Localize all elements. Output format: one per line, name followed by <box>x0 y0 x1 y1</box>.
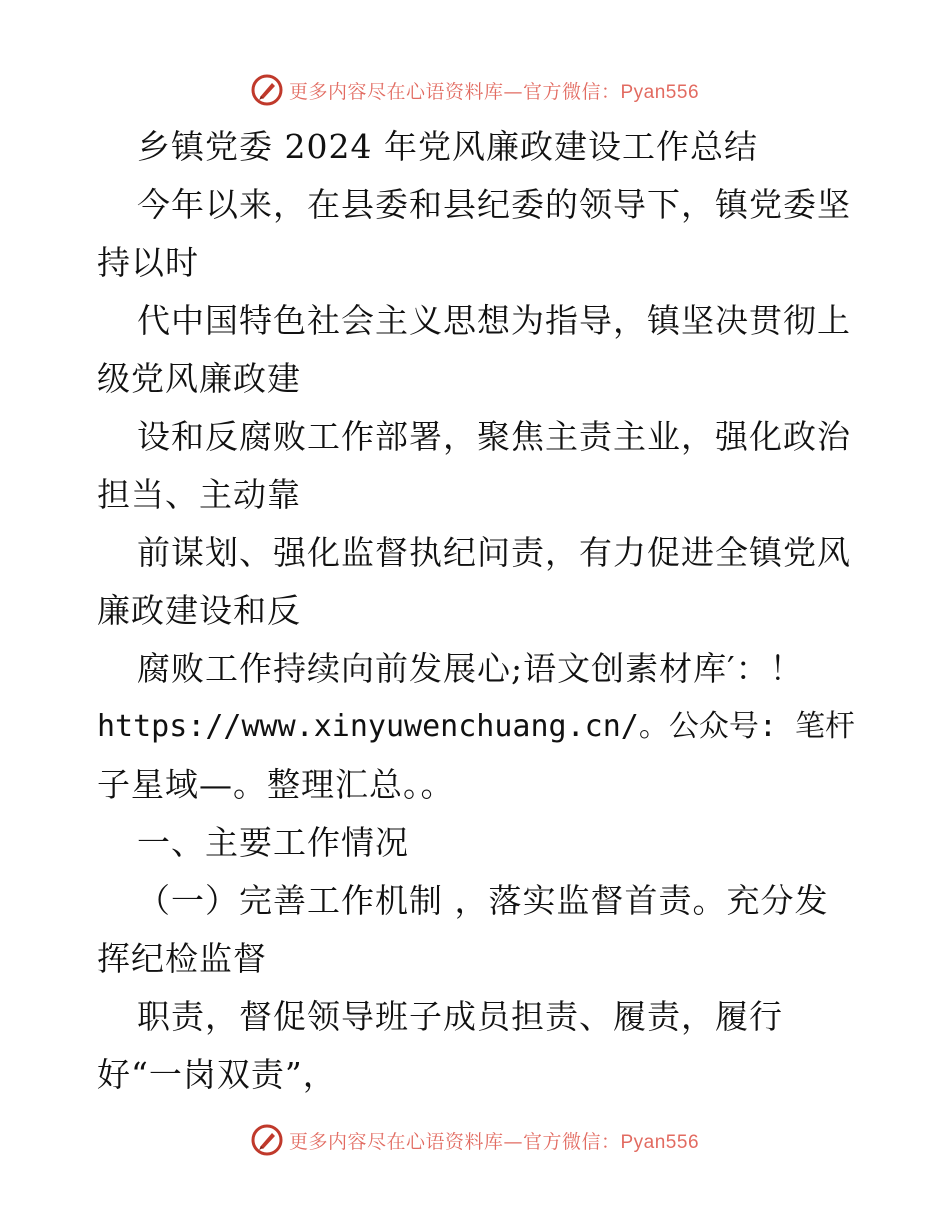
document-line: 前谋划、强化监督执纪问责，有力促进全镇党风 <box>137 533 851 572</box>
document-line: 好“一岗双责”， <box>97 1055 337 1094</box>
footer-banner <box>0 1120 950 1160</box>
quill-pen-logo-icon <box>251 74 283 106</box>
document-line: 腐败工作持续向前发展心;语文创素材库′：！ <box>137 649 804 688</box>
header-banner <box>0 70 950 110</box>
document-line: 今年以来，在县委和县纪委的领导下，镇党委坚 <box>137 185 851 224</box>
banner-wechat: 官方微信：Pyan556 <box>523 1131 700 1153</box>
document-line: （一）完善工作机制 ，落实监督首责。充分发 <box>137 881 829 920</box>
document-line: 子星域—。整理汇总。。 <box>97 765 455 804</box>
document-line: 廉政建设和反 <box>97 591 301 630</box>
document-line: 级党风廉政建 <box>97 359 301 398</box>
banner-text: 更多内容尽在心语资料库— <box>288 1130 523 1153</box>
document-line: 设和反腐败工作部署，聚焦主责主业，强化政治 <box>137 417 851 456</box>
quill-pen-logo-icon <box>251 1124 283 1156</box>
banner-wechat: 官方微信：Pyan556 <box>523 81 700 103</box>
document-line: 职责，督促领导班子成员担责、履责，履行 <box>137 997 783 1036</box>
document-line: 一、主要工作情况 <box>137 823 409 862</box>
banner-text: 更多内容尽在心语资料库— <box>288 80 523 103</box>
document-body <box>97 118 857 1104</box>
document-line: https://www.xinyuwenchuang.cn/。公众号: 笔杆 <box>97 709 855 744</box>
document-line: 乡镇党委 2024 年党风廉政建设工作总结 <box>137 127 758 166</box>
document-line: 担当、主动靠 <box>97 475 301 514</box>
document-line: 挥纪检监督 <box>97 939 267 978</box>
document-line: 持以时 <box>97 243 199 282</box>
document-line: 代中国特色社会主义思想为指导，镇坚决贯彻上 <box>137 301 851 340</box>
